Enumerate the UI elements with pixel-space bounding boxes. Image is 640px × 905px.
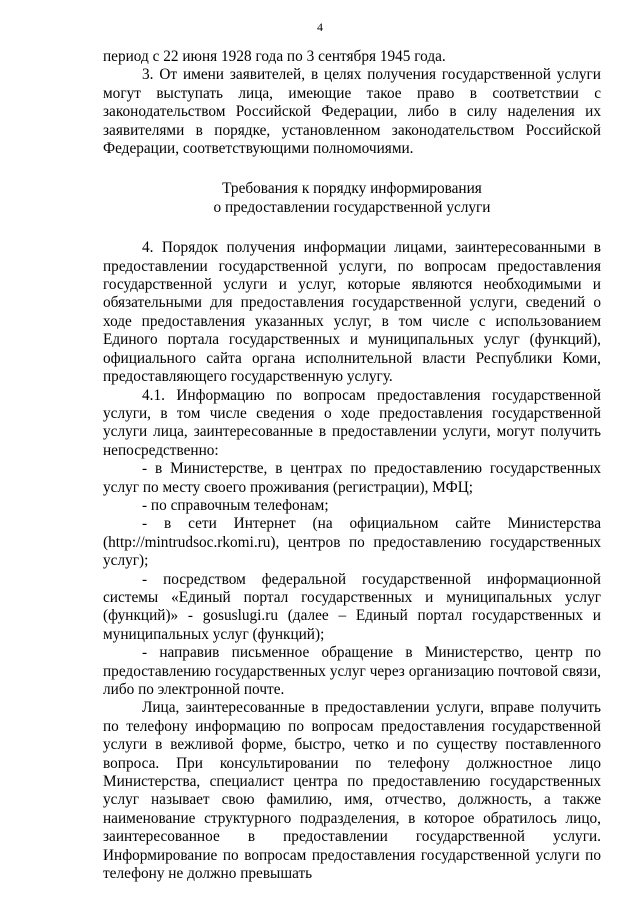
paragraph-4: 4. Порядок получения информации лицами, заинтересованными в предоставлении государственной услуги, по вопросам предоставления государственной услуги и услуг, которые являются необходимыми и обязательными для предоставления государственной услуги, сведений о ходе предоставления указанных услуг, в том числе с использованием Единого портала государственных и муниципальных услуг (функций), официального сайта органа исполнительной власти Республики Коми, предоставляющего государственную услугу. [103, 239, 601, 386]
section-heading-line-2: о предоставлении государственной услуги [213, 198, 491, 216]
paragraph-phone-consultation: Лица, заинтересованные в предоставлении услуги, вправе получить по телефону информацию по вопросам предоставления государственной услуги в вежливой форме, быстро, четко и по существу поставленного вопроса. При консультировании по телефону должностное лицо Министерства, специалист центра по предоставлению государственных услуг называет свою фамилию, имя, отчество, должность, а также наименование структурного подразделения, в которое обратилось лицо, заинтересованное в предоставлении государственной услуги. Информирование по вопросам предоставления государственной услуги по телефону не должно превышать [103, 699, 601, 883]
list-item-portal: - посредством федеральной государственной информационной системы «Единый портал государственных и муниципальных услуг (функций)» - gosuslugi.ru (далее – Единый портал государственных и муниципальных услуг (функций); [103, 570, 601, 643]
paragraph-period-continuation: период с 22 июня 1928 года по 3 сентября 1945 года. [103, 48, 446, 65]
paragraph-3: 3. От имени заявителей, в целях получения государственной услуги могут выступать лица, имеющие такое право в соответствии с законодательством Российской Федерации, либо в силу наделения их заявителями в порядке, установленном законодательством Российской Федерации, соответствующими полномочиями. [103, 66, 601, 158]
paragraph-4-1: 4.1. Информацию по вопросам предоставления государственной услуги, в том числе сведения о ходе предоставления государственной услуги лица, заинтересованные в предоставлении услуги, могут получить непосредственно: [103, 386, 601, 459]
list-item-ministry: - в Министерстве, в центрах по предоставлению государственных услуг по месту своего проживания (регистрации), МФЦ; [103, 460, 601, 496]
list-item-phone: - по справочным телефонам; [142, 496, 329, 514]
list-item-written-request: - направив письменное обращение в Министерство, центр по предоставлению государственных услуг через организацию почтовой связи, либо по электронной почте. [103, 644, 601, 698]
document-body [103, 48, 601, 883]
page-number: 4 [317, 20, 323, 34]
section-heading-line-1: Требования к порядку информирования [222, 180, 482, 198]
section-heading [103, 180, 601, 217]
list-item-internet: - в сети Интернет (на официальном сайте Министерства (http://mintrudsoc.rkomi.ru), центров по предоставлению государственных услуг); [103, 515, 601, 570]
